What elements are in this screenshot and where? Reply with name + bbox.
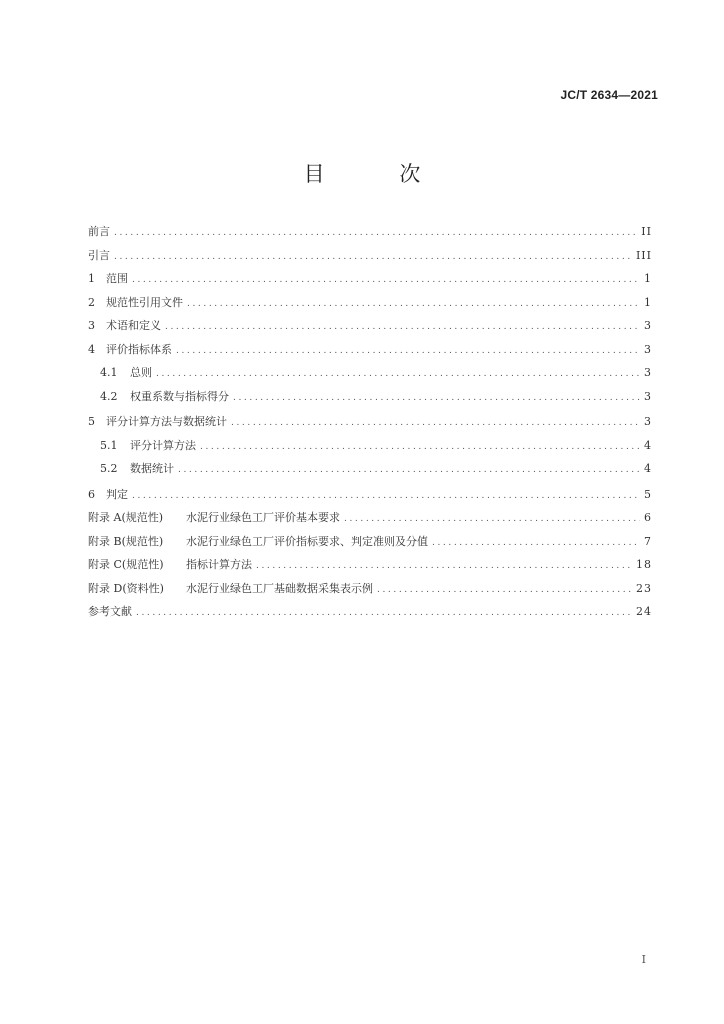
toc-entry-number: 3 [88, 319, 95, 332]
toc-entry-title: 范围 [106, 272, 128, 285]
toc-entry-page: 3 [644, 389, 652, 403]
toc-entry-page: 18 [636, 558, 652, 571]
toc-entry[interactable] [88, 314, 652, 338]
toc-entry-title: 规范性引用文件 [106, 295, 183, 309]
toc-entry-title: 水泥行业绿色工厂评价基本要求 [186, 511, 340, 524]
toc-entry-page: 23 [636, 581, 652, 595]
toc-entry-page: 4 [644, 462, 652, 475]
toc-entry[interactable] [88, 506, 652, 530]
toc-dot-leader [231, 412, 640, 436]
toc-entry-title: 权重系数与指标得分 [130, 389, 229, 403]
toc-entry-title: 前言 [88, 225, 110, 238]
toc-entry[interactable] [88, 410, 652, 434]
toc-entry-title: 参考文献 [88, 605, 132, 618]
toc-dot-leader [344, 508, 640, 532]
toc-entry-title: 判定 [106, 487, 128, 501]
toc-entry-number: 4 [88, 342, 95, 356]
toc-entry-page: 1 [644, 295, 652, 309]
toc-entry-page: 3 [644, 366, 652, 379]
toc-entry[interactable] [88, 338, 652, 362]
toc-entry[interactable] [88, 220, 652, 244]
toc-dot-leader [256, 555, 632, 579]
toc-entry-title: 总则 [130, 366, 152, 379]
toc-entry-page: 24 [636, 605, 652, 618]
toc-entry-title: 评分计算方法与数据统计 [106, 415, 227, 428]
toc-entry-number: 附录 D(资料性) [88, 581, 164, 595]
toc-entry-page: 3 [644, 319, 652, 332]
toc-entry-number: 附录 C(规范性) [88, 558, 164, 571]
toc-entry-page: 5 [644, 487, 652, 501]
toc-entry-number: 4.1 [100, 366, 118, 379]
page-number: I [641, 953, 646, 966]
toc-entry[interactable] [88, 553, 652, 577]
toc-entry-title: 水泥行业绿色工厂评价指标要求、判定准则及分值 [186, 534, 428, 548]
toc-dot-leader [178, 459, 640, 483]
toc-entry-number: 附录 B(规范性) [88, 534, 164, 548]
toc-entry[interactable] [88, 385, 652, 409]
toc-dot-leader [200, 436, 640, 460]
toc-entry[interactable] [88, 457, 652, 481]
standard-code: JC/T 2634—2021 [560, 88, 658, 102]
toc-dot-leader [132, 269, 640, 293]
toc-entry-page: 7 [644, 534, 652, 548]
toc-entry-number: 5.2 [100, 462, 118, 475]
toc-dot-leader [176, 340, 640, 364]
toc-entry[interactable] [88, 483, 652, 507]
toc-entry[interactable] [88, 291, 652, 315]
toc-entry-title: 评价指标体系 [106, 342, 172, 356]
toc-dot-leader [187, 293, 640, 317]
toc-entry-number: 1 [88, 272, 95, 285]
toc-entry-page: 6 [644, 511, 652, 524]
toc-entry[interactable] [88, 600, 652, 624]
toc-entry-title: 评分计算方法 [130, 438, 196, 452]
toc-entry-page: 1 [644, 272, 652, 285]
toc-entry-number: 4.2 [100, 389, 118, 403]
toc-entry[interactable] [88, 244, 652, 268]
toc-entry[interactable] [88, 577, 652, 601]
toc-dot-leader [114, 246, 632, 270]
toc-entry-page: 3 [644, 342, 652, 356]
toc-entry-number: 5.1 [100, 438, 118, 452]
toc-dot-leader [165, 316, 640, 340]
toc-entry-number: 附录 A(规范性) [88, 511, 164, 524]
toc-entry-page: III [635, 248, 652, 262]
toc-dot-leader [132, 485, 640, 509]
toc-dot-leader [377, 579, 632, 603]
toc-dot-leader [233, 387, 640, 411]
toc-entry-title: 水泥行业绿色工厂基础数据采集表示例 [186, 581, 373, 595]
toc-entry[interactable] [88, 267, 652, 291]
toc-entry-title: 引言 [88, 248, 110, 262]
toc-entry[interactable] [88, 361, 652, 385]
toc-entry-number: 5 [88, 415, 95, 428]
page-title: 目 次 [303, 162, 455, 186]
toc-entry-title: 指标计算方法 [186, 558, 252, 571]
toc-entry[interactable] [88, 434, 652, 458]
toc-entry-page: 3 [644, 415, 652, 428]
toc-dot-leader [136, 602, 632, 626]
toc-dot-leader [156, 363, 640, 387]
table-of-contents [88, 220, 652, 624]
toc-entry-title: 术语和定义 [106, 319, 161, 332]
toc-dot-leader [432, 532, 640, 556]
toc-entry-page: II [641, 225, 652, 238]
toc-entry-number: 2 [88, 295, 95, 309]
toc-entry-title: 数据统计 [130, 462, 174, 475]
toc-entry[interactable] [88, 530, 652, 554]
toc-entry-page: 4 [644, 438, 652, 452]
toc-entry-number: 6 [88, 487, 95, 501]
toc-dot-leader [114, 222, 637, 246]
